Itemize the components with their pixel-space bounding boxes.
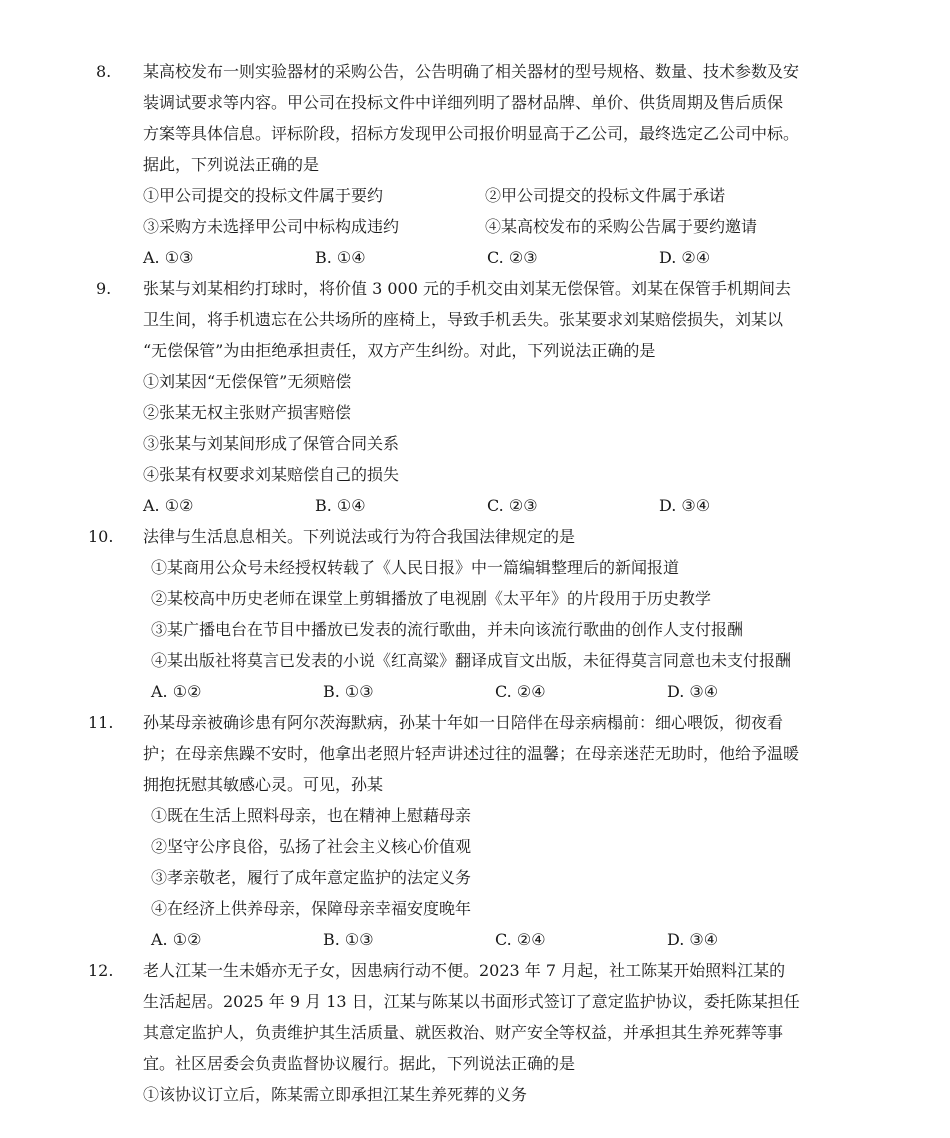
answer-choice-a: A. ①② xyxy=(151,682,202,701)
option-item: ④某出版社将莫言已发表的小说《红高粱》翻译成盲文出版，未征得莫言同意也未支付报酬 xyxy=(151,651,792,670)
answer-choice-a: A. ①② xyxy=(143,496,194,515)
question-stem-line: 老人江某一生未婚亦无子女，因患病行动不便。2023 年 7 月起，社工陈某开始照料江某的 xyxy=(143,961,786,980)
answer-choice-a: A. ①③ xyxy=(143,248,194,267)
question-number: 8. xyxy=(96,62,112,81)
answer-choice-a: A. ①② xyxy=(151,930,202,949)
answer-choice-d: D. ③④ xyxy=(667,930,719,949)
answer-choice-c: C. ②④ xyxy=(495,682,546,701)
option-item: ①甲公司提交的投标文件属于要约 xyxy=(143,186,384,205)
question-stem-line: 法律与生活息息相关。下列说法或行为符合我国法律规定的是 xyxy=(143,527,576,546)
option-item: ②某校高中历史老师在课堂上剪辑播放了电视剧《太平年》的片段用于历史教学 xyxy=(151,589,712,608)
option-item: ④在经济上供养母亲，保障母亲幸福安度晚年 xyxy=(151,899,472,918)
option-item: ①该协议订立后，陈某需立即承担江某生养死葬的义务 xyxy=(143,1085,528,1104)
question-stem-line: 方案等具体信息。评标阶段，招标方发现甲公司报价明显高于乙公司，最终选定乙公司中标。 xyxy=(143,124,800,143)
answer-choice-b: B. ①④ xyxy=(315,248,366,267)
option-item: ③张某与刘某间形成了保管合同关系 xyxy=(143,434,400,453)
option-row xyxy=(143,180,890,211)
option-item: ④某高校发布的采购公告属于要约邀请 xyxy=(485,217,758,236)
question-stem-line: 孙某母亲被确诊患有阿尔茨海默病，孙某十年如一日陪伴在母亲病榻前：细心喂饭，彻夜看 xyxy=(143,713,784,732)
question-stem-line: 某高校发布一则实验器材的采购公告，公告明确了相关器材的型号规格、数量、技术参数及安 xyxy=(143,62,800,81)
question-stem-line: 拥抱抚慰其敏感心灵。可见，孙某 xyxy=(143,775,384,794)
answer-choices xyxy=(143,242,890,273)
question-number: 12. xyxy=(88,961,114,980)
question-10 xyxy=(88,521,890,707)
question-stem-line: 宜。社区居委会负责监督协议履行。据此，下列说法正确的是 xyxy=(143,1054,576,1073)
question-stem-line: 据此，下列说法正确的是 xyxy=(143,155,320,174)
option-item: ④张某有权要求刘某赔偿自己的损失 xyxy=(143,465,400,484)
answer-choice-c: C. ②③ xyxy=(487,248,538,267)
option-item: ①刘某因“无偿保管”无须赔偿 xyxy=(143,372,352,391)
option-item: ③采购方未选择甲公司中标构成违约 xyxy=(143,217,400,236)
question-number: 9. xyxy=(96,279,112,298)
answer-choice-d: D. ②④ xyxy=(659,248,711,267)
question-stem-line: 装调试要求等内容。甲公司在投标文件中详细列明了器材品牌、单价、供货周期及售后质保 xyxy=(143,93,784,112)
answer-choices xyxy=(143,490,890,521)
question-12 xyxy=(88,955,890,1110)
answer-choices xyxy=(151,924,890,955)
answer-choice-b: B. ①④ xyxy=(315,496,366,515)
question-stem-line: 生活起居。2025 年 9 月 13 日，江某与陈某以书面形式签订了意定监护协议，委托陈某担任 xyxy=(143,992,800,1011)
answer-choice-c: C. ②④ xyxy=(495,930,546,949)
answer-choice-b: B. ①③ xyxy=(323,682,374,701)
question-stem-line: 其意定监护人，负责维护其生活质量、就医救治、财产安全等权益，并承担其生养死葬等事 xyxy=(143,1023,784,1042)
question-9 xyxy=(96,273,890,521)
option-item: ②张某无权主张财产损害赔偿 xyxy=(143,403,352,422)
answer-choice-d: D. ③④ xyxy=(667,682,719,701)
answer-choice-d: D. ③④ xyxy=(659,496,711,515)
question-11 xyxy=(88,707,890,955)
question-stem-line: 卫生间，将手机遗忘在公共场所的座椅上，导致手机丢失。张某要求刘某赔偿损失，刘某以 xyxy=(143,310,784,329)
option-item: ③孝亲敬老，履行了成年意定监护的法定义务 xyxy=(151,868,472,887)
option-item: ②甲公司提交的投标文件属于承诺 xyxy=(485,186,726,205)
option-item: ①某商用公众号未经授权转载了《人民日报》中一篇编辑整理后的新闻报道 xyxy=(151,558,680,577)
question-number: 11. xyxy=(88,713,114,732)
option-row xyxy=(143,211,890,242)
question-stem-line: 张某与刘某相约打球时，将价值 3 000 元的手机交由刘某无偿保管。刘某在保管手机期间去 xyxy=(143,279,791,298)
answer-choice-c: C. ②③ xyxy=(487,496,538,515)
option-item: ③某广播电台在节目中播放已发表的流行歌曲，并未向该流行歌曲的创作人支付报酬 xyxy=(151,620,744,639)
answer-choices xyxy=(151,676,890,707)
question-stem-line: “无偿保管”为由拒绝承担责任，双方产生纠纷。对此，下列说法正确的是 xyxy=(143,341,656,360)
option-item: ②坚守公序良俗，弘扬了社会主义核心价值观 xyxy=(151,837,472,856)
question-stem-line: 护；在母亲焦躁不安时，他拿出老照片轻声讲述过往的温馨；在母亲迷茫无助时，他给予温暖 xyxy=(143,744,800,763)
answer-choice-b: B. ①③ xyxy=(323,930,374,949)
question-8 xyxy=(96,56,890,273)
question-number: 10. xyxy=(88,527,114,546)
option-item: ①既在生活上照料母亲，也在精神上慰藉母亲 xyxy=(151,806,472,825)
